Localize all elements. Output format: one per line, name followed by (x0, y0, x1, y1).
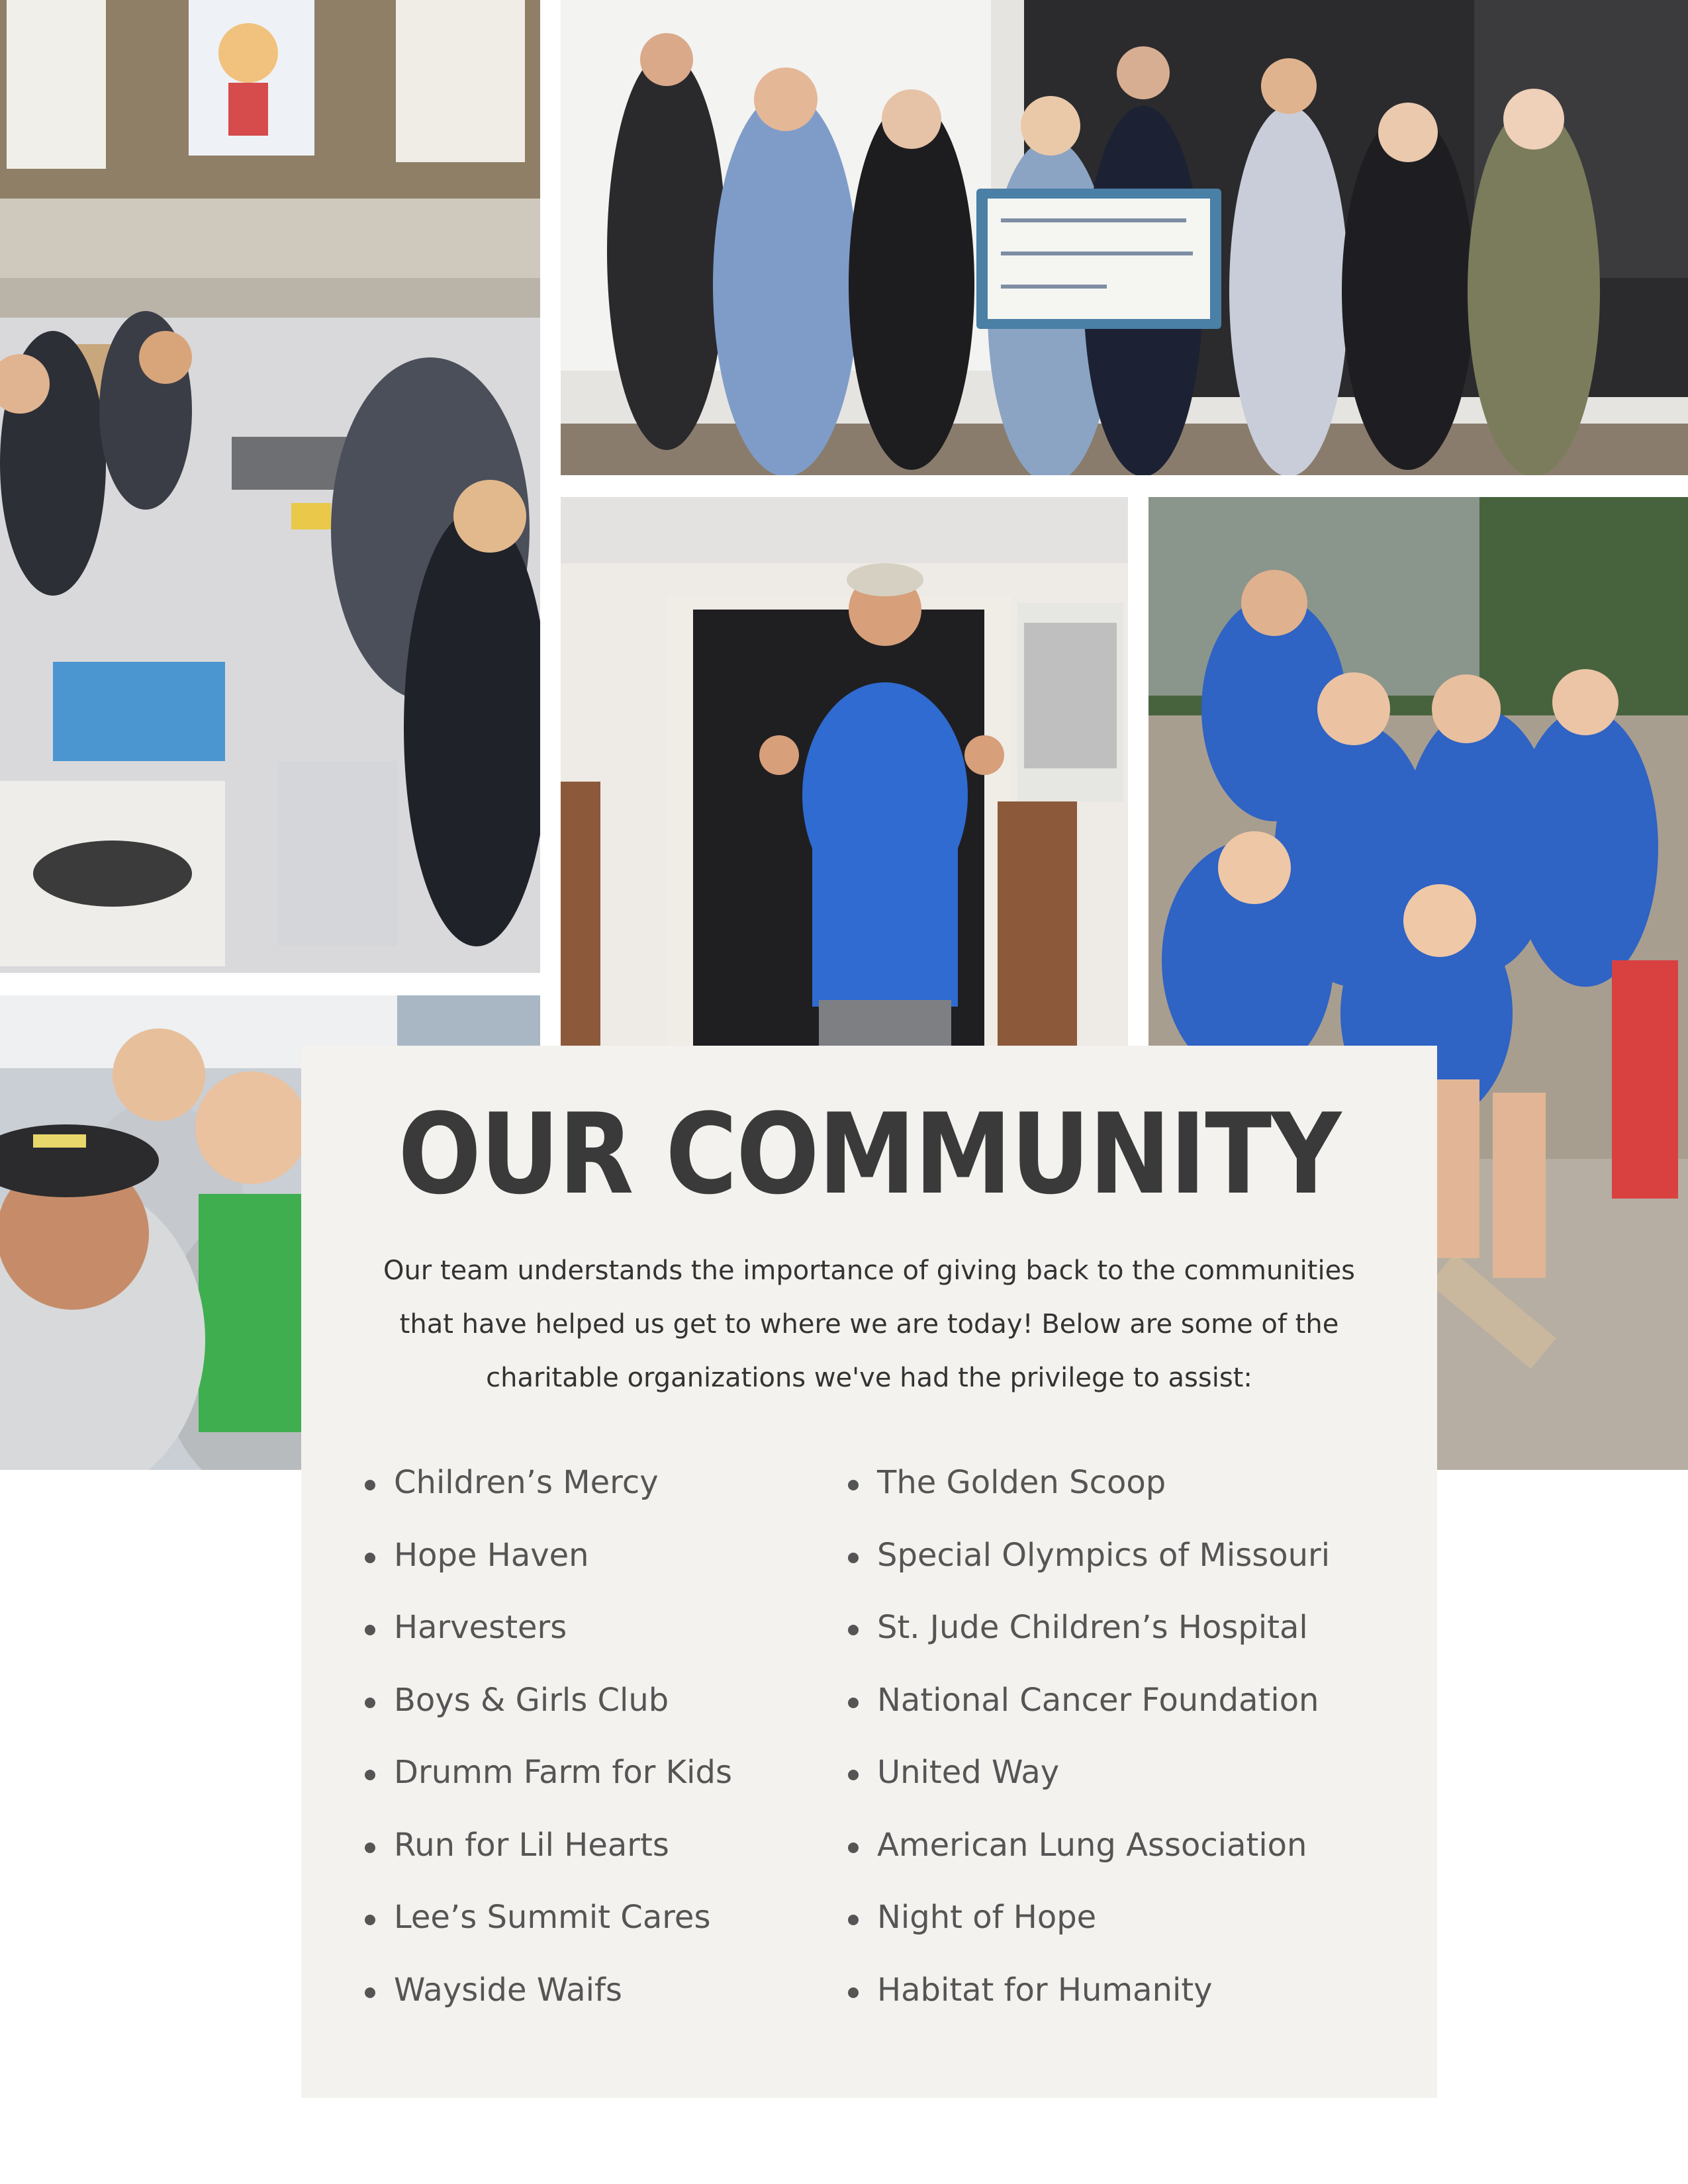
bullet-icon (365, 1843, 375, 1853)
list-item: Children’s Mercy (394, 1464, 732, 1537)
bullet-icon (365, 1698, 375, 1708)
list-item: Lee’s Summit Cares (394, 1899, 732, 1972)
community-card (301, 1046, 1437, 2098)
bullet-icon (365, 1625, 375, 1635)
bullet-icon (365, 1553, 375, 1563)
photo-habitat-doorway (561, 497, 1128, 1046)
list-item: Hope Haven (394, 1537, 732, 1610)
bullet-icon (365, 1915, 375, 1925)
list-item: St. Jude Children’s Hospital (877, 1609, 1330, 1682)
bullet-icon (848, 1770, 859, 1780)
list-item: Wayside Waifs (394, 1972, 732, 2044)
list-item: Night of Hope (877, 1899, 1330, 1972)
list-item: Special Olympics of Missouri (877, 1537, 1330, 1610)
list-item: Boys & Girls Club (394, 1682, 732, 1754)
bullet-icon (848, 1480, 859, 1490)
list-item: Harvesters (394, 1609, 732, 1682)
bullet-icon (848, 1915, 859, 1925)
bullet-icon (365, 1770, 375, 1780)
bullet-icon (848, 1843, 859, 1853)
photo-check-presentation (561, 0, 1688, 475)
list-item: National Cancer Foundation (877, 1682, 1330, 1754)
list-item: Run for Lil Hearts (394, 1827, 732, 1899)
intro-paragraph: Our team understands the importance of giving back to the communities that have helped us get to where we are today! Below are some of the charitable organizations we've had the privilege to assist: (383, 1255, 1356, 1393)
list-item: United Way (877, 1754, 1330, 1827)
list-item: The Golden Scoop (877, 1464, 1330, 1537)
page-title: OUR COMMUNITY (398, 1089, 1340, 1219)
photo-warehouse-volunteers (0, 0, 540, 973)
list-item: American Lung Association (877, 1827, 1330, 1899)
bullet-icon (848, 1987, 859, 1998)
bullet-icon (365, 1480, 375, 1490)
bullet-icon (848, 1625, 859, 1635)
bullet-icon (365, 1987, 375, 1998)
bullet-icon (848, 1553, 859, 1563)
list-item: Drumm Farm for Kids (394, 1754, 732, 1827)
organization-list-left (394, 1464, 732, 2044)
list-item: Habitat for Humanity (877, 1972, 1330, 2044)
bullet-icon (848, 1698, 859, 1708)
organization-list-right (877, 1464, 1330, 2044)
